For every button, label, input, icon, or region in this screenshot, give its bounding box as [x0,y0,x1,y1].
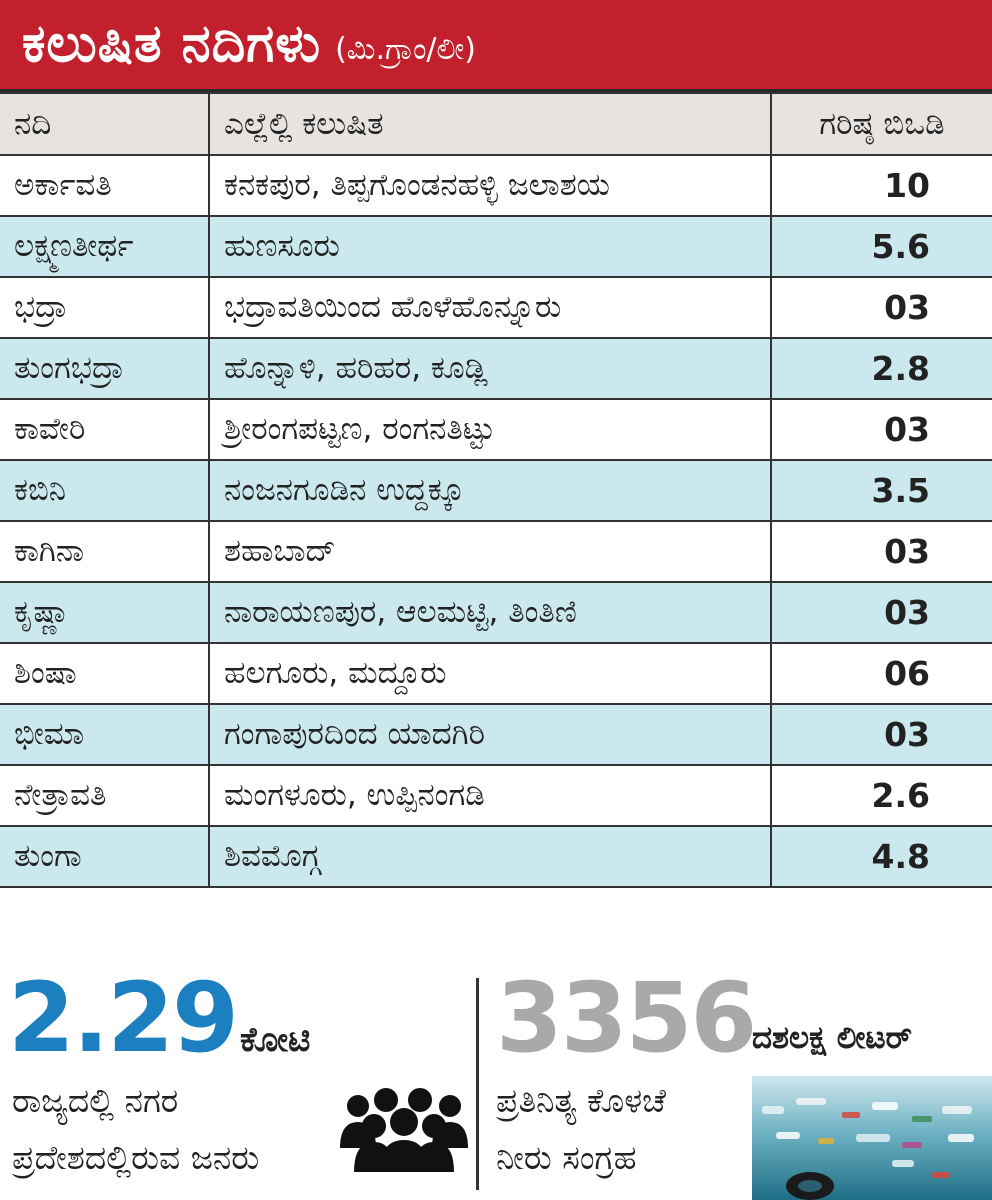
sewage-value: 3356 [496,962,756,1074]
max-bod-cell: 03 [771,521,992,582]
table-row [0,765,992,826]
table-row [0,216,992,277]
table-row [0,643,992,704]
max-bod-cell: 5.6 [771,216,992,277]
location-cell: ಶ್ರೀರಂಗಪಟ್ಟಣ, ರಂಗನತಿಟ್ಟು [209,399,771,460]
location-cell: ಹುಣಸೂರು [209,216,771,277]
table-header-row [0,93,992,155]
polluted-water-image [752,1076,992,1200]
location-cell: ನಂಜನಗೂಡಿನ ಉದ್ದಕ್ಕೂ [209,460,771,521]
river-name-cell: ಕಾವೇರಿ [0,399,209,460]
page-title: ಕಲುಷಿತ ನದಿಗಳು [22,14,322,74]
max-bod-cell: 03 [771,399,992,460]
population-caption-line1: ರಾಜ್ಯದಲ್ಲಿ ನಗರ [12,1081,179,1120]
max-bod-cell: 10 [771,155,992,216]
location-cell: ಮಂಗಳೂರು, ಉಪ್ಪಿನಂಗಡಿ [209,765,771,826]
population-stat [8,962,478,1200]
river-name-cell: ಭದ್ರಾ [0,277,209,338]
population-unit: ಕೋಟಿ [240,1020,311,1060]
title-unit: (ಮಿ.ಗ್ರಾಂ/ಲೀ) [335,32,476,67]
header-location: ಎಲ್ಲೆಲ್ಲಿ ಕಲುಷಿತ [209,93,771,155]
population-value: 2.29 [8,962,237,1074]
table-row [0,826,992,887]
header-max-bod: ಗರಿಷ್ಠ ಬಿಒಡಿ [771,93,992,155]
sewage-stat [490,962,992,1200]
table-row [0,582,992,643]
table-row [0,399,992,460]
river-name-cell: ಕೃಷ್ಣಾ [0,582,209,643]
river-name-cell: ಕಬಿನಿ [0,460,209,521]
max-bod-cell: 03 [771,704,992,765]
table-row [0,704,992,765]
table-row [0,460,992,521]
location-cell: ಶಹಾಬಾದ್ [209,521,771,582]
river-name-cell: ಕಾಗಿನಾ [0,521,209,582]
stats-divider [476,978,479,1190]
river-name-cell: ಅರ್ಕಾವತಿ [0,155,209,216]
sewage-unit: ದಶಲಕ್ಷ ಲೀಟರ್ [752,1020,913,1056]
location-cell: ಶಿವಮೊಗ್ಗ [209,826,771,887]
max-bod-cell: 06 [771,643,992,704]
title-bar [0,0,992,92]
max-bod-cell: 03 [771,277,992,338]
location-cell: ನಾರಾಯಣಪುರ, ಆಲಮಟ್ಟಿ, ತಿಂತಿಣಿ [209,582,771,643]
location-cell: ಕನಕಪುರ, ತಿಪ್ಪಗೊಂಡನಹಳ್ಳಿ ಜಲಾಶಯ [209,155,771,216]
rivers-table [0,92,992,888]
table-row [0,277,992,338]
header-river: ನದಿ [0,93,209,155]
location-cell: ಹಲಗೂರು, ಮದ್ದೂರು [209,643,771,704]
table-row [0,155,992,216]
river-name-cell: ಶಿಂಷಾ [0,643,209,704]
table-row [0,521,992,582]
people-group-icon [334,1086,474,1172]
location-cell: ಹೊನ್ನಾಳಿ, ಹರಿಹರ, ಕೂಡ್ಲಿ [209,338,771,399]
max-bod-cell: 2.6 [771,765,992,826]
max-bod-cell: 4.8 [771,826,992,887]
location-cell: ಭದ್ರಾವತಿಯಿಂದ ಹೊಳೆಹೊನ್ನೂರು [209,277,771,338]
population-caption-line2: ಪ್ರದೇಶದಲ್ಲಿರುವ ಜನರು [12,1138,260,1177]
river-name-cell: ನೇತ್ರಾವತಿ [0,765,209,826]
river-name-cell: ತುಂಗಾ [0,826,209,887]
river-name-cell: ತುಂಗಭದ್ರಾ [0,338,209,399]
river-name-cell: ಲಕ್ಷ್ಮಣತೀರ್ಥ [0,216,209,277]
sewage-caption-line1: ಪ್ರತಿನಿತ್ಯ ಕೊಳಚೆ [496,1081,666,1120]
table-row [0,338,992,399]
location-cell: ಗಂಗಾಪುರದಿಂದ ಯಾದಗಿರಿ [209,704,771,765]
max-bod-cell: 03 [771,582,992,643]
max-bod-cell: 2.8 [771,338,992,399]
sewage-caption-line2: ನೀರು ಸಂಗ್ರಹ [496,1138,637,1177]
river-name-cell: ಭೀಮಾ [0,704,209,765]
max-bod-cell: 3.5 [771,460,992,521]
